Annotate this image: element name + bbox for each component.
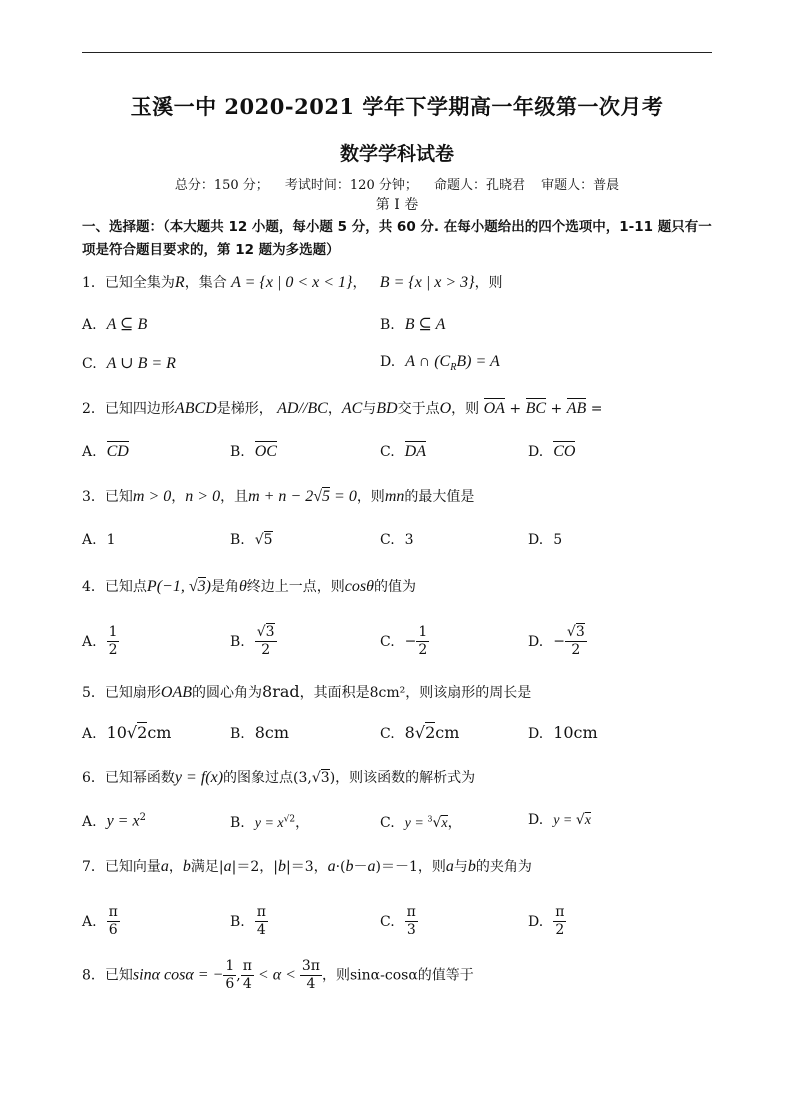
q6-math: ) [329, 770, 336, 786]
q6-math: 3 [320, 770, 330, 786]
fraction-denominator: 4 [306, 976, 316, 992]
q3-math: mn [384, 488, 405, 505]
q1-option-b[interactable] [380, 314, 445, 334]
q4-option-d[interactable] [528, 624, 587, 659]
option-label: A. [82, 633, 97, 650]
fraction-numerator: π [108, 904, 118, 920]
option-text: 10 [106, 723, 127, 742]
q2-text: + [550, 401, 563, 417]
option-label: A. [82, 726, 97, 742]
q7-option-d[interactable] [528, 904, 566, 939]
q1-set-b: B = {x | x > 3} [379, 274, 475, 291]
option-fraction [416, 624, 429, 659]
q4-math: 3 [197, 578, 206, 595]
option-text: A ⊆ B [106, 316, 148, 333]
q2-vector: OA [483, 400, 505, 417]
option-label: C. [380, 815, 395, 831]
q5-math: 8cm² [369, 685, 406, 701]
option-label: C. [380, 726, 395, 742]
q7-text: － [353, 859, 368, 875]
option-label: C. [380, 913, 395, 930]
root-index: 3 [427, 814, 433, 824]
q8-number: 8． [82, 967, 105, 984]
option-subscript: R [450, 361, 457, 373]
q3-math: n > 0 [185, 488, 221, 505]
option-text: 1 [106, 532, 116, 548]
q4-text: 终边上一点，则 [246, 579, 345, 595]
q2-option-d[interactable] [528, 443, 575, 461]
q2-vector: AB [566, 400, 587, 417]
fraction-numerator: 3 [265, 624, 275, 640]
q2-number: 2． [82, 401, 105, 417]
q7-vector: a [367, 858, 376, 875]
q3-option-b[interactable]: B. √5 [230, 532, 273, 548]
fraction-numerator: π [406, 904, 416, 920]
meta-time: 考试时间：120 分钟； [284, 178, 418, 193]
option-text: 2 [425, 723, 436, 742]
q5-number: 5． [82, 685, 105, 701]
q7-vector: a [223, 858, 232, 875]
option-text: y = x [106, 812, 140, 830]
q7-text: ·( [335, 859, 346, 875]
question-7 [82, 856, 532, 876]
q1-number: 1． [82, 275, 105, 291]
option-text: 2 [137, 723, 148, 742]
q6-option-a[interactable] [82, 812, 146, 831]
q8-text: ，则 [322, 967, 350, 984]
option-label: D. [380, 354, 396, 370]
q6-option-b[interactable] [230, 812, 309, 832]
q7-text: 与 [453, 859, 468, 875]
q5-option-a[interactable]: A. 10√2cm [82, 723, 172, 742]
option-text: 3 [404, 532, 414, 548]
q1-text: ，集合 [184, 275, 227, 291]
fraction-numerator: 1 [418, 624, 428, 640]
q3-option-a[interactable] [82, 532, 115, 548]
option-text: CD [106, 443, 129, 460]
fraction-denominator: 2 [108, 642, 118, 658]
q6-text: ，则该函数的解析式为 [335, 770, 476, 786]
question-4: 4．已知点P(−1, √3)是角θ终边上一点，则cosθ的值为 [82, 578, 416, 595]
fraction-denominator: 2 [261, 642, 271, 658]
option-label: B. [230, 913, 245, 930]
q7-vector: a [160, 858, 169, 875]
q3-text: ， [171, 489, 186, 505]
q4-math: cosθ [344, 578, 374, 595]
q2-math: AD//BC [277, 400, 328, 417]
option-label: D. [528, 812, 544, 828]
q8-fraction [223, 958, 236, 993]
question-1 [82, 272, 503, 292]
q5-math: OAB [160, 684, 193, 701]
option-label: B. [230, 532, 245, 548]
question-2 [82, 398, 602, 418]
q7-vector: a [445, 858, 454, 875]
q8-text: 的值等于 [417, 967, 474, 984]
option-text: y = x [254, 816, 284, 831]
q7-vector: b [345, 858, 354, 875]
q6-number: 6． [82, 770, 105, 786]
meta-reviewer: 审题人：普晨 [541, 178, 620, 193]
option-text: x [441, 816, 448, 831]
exam-subtitle: 数学学科试卷 [339, 143, 454, 165]
option-label: B. [230, 444, 245, 460]
q2-math: AC [341, 400, 363, 417]
option-text: B ⊆ A [404, 316, 446, 333]
option-sign: − [553, 633, 565, 650]
meta-author: 命题人：孔晓君 [434, 178, 526, 193]
option-text: CO [553, 443, 576, 460]
q8-math: < α < [253, 966, 300, 984]
option-text: y = [553, 813, 576, 828]
option-label: A. [82, 532, 97, 548]
option-fraction [107, 624, 120, 659]
q5-text: ，其面积是 [299, 685, 370, 701]
q1-text: ，则 [474, 275, 503, 291]
option-text: DA [404, 443, 426, 460]
question-8 [82, 958, 474, 993]
q7-vector: b [467, 858, 476, 875]
q4-option-a[interactable] [82, 624, 119, 659]
q8-fraction [300, 958, 322, 993]
q1-set-a: A = {x | 0 < x < 1} [231, 274, 353, 291]
q1-option-c[interactable] [82, 353, 176, 373]
fraction-denominator: 2 [418, 642, 428, 658]
q2-option-b[interactable] [230, 443, 277, 461]
option-label: D. [528, 726, 544, 742]
q6-math: (3, [293, 770, 312, 786]
exam-meta [0, 174, 794, 193]
q2-text: = [590, 401, 603, 417]
q7-option-b[interactable] [230, 904, 268, 939]
q3-math: m > 0 [132, 488, 172, 505]
q5-text: 已知扇形 [104, 685, 161, 701]
q7-text: 已知向量 [104, 859, 161, 875]
q2-text: + [509, 401, 522, 417]
fraction-numerator: π [242, 958, 252, 974]
option-label: A. [82, 813, 97, 830]
fraction-denominator: 3 [406, 922, 416, 938]
q6-text: 的图象过点 [223, 770, 294, 786]
option-text: 5 [263, 532, 273, 548]
q4-option-b[interactable] [230, 624, 277, 659]
option-label: B. [380, 317, 395, 333]
q1-option-d[interactable] [380, 353, 500, 373]
option-text: cm [147, 723, 172, 742]
q8-math: sinα-cosα [350, 967, 418, 984]
option-label: A. [82, 913, 97, 930]
q5-option-b[interactable] [230, 723, 289, 742]
q7-vector: a [327, 858, 336, 875]
q6-math: y = f(x) [174, 769, 224, 786]
option-text: 8cm [254, 723, 290, 742]
q7-text: 满足| [190, 859, 224, 875]
option-label: C. [380, 532, 395, 548]
option-text: 10cm [553, 723, 598, 742]
option-text: ， [295, 815, 310, 831]
q1-text: 已知全集为 [104, 275, 175, 291]
q5-text: 的圆心角为 [192, 685, 263, 701]
q3-math: m + n − 2 [248, 488, 314, 505]
q7-text: |＝2，| [231, 859, 278, 875]
q7-text: ， [168, 859, 183, 875]
option-text: ， [447, 815, 462, 831]
option-text: 8 [404, 723, 415, 742]
q2-text: 是梯形， [216, 401, 273, 417]
question-6: 6．已知幂函数y = f(x)的图象过点(3,√3)，则该函数的解析式为 [82, 769, 476, 786]
option-fraction [255, 904, 268, 939]
option-label: B. [230, 633, 245, 650]
q6-option-c[interactable]: C. y = $^3$√x， [380, 814, 462, 831]
option-label: C. [82, 356, 97, 372]
q4-number: 4． [82, 579, 105, 595]
q3-math: 5 [322, 488, 331, 505]
q7-number: 7． [82, 859, 105, 875]
q7-option-c[interactable] [380, 904, 418, 939]
q7-text: 的夹角为 [475, 859, 532, 875]
q1-option-a[interactable] [82, 314, 147, 334]
q3-text: ，则 [356, 489, 385, 505]
option-label: B. [230, 726, 245, 742]
q2-option-a[interactable] [82, 443, 129, 461]
q5-option-d[interactable] [528, 723, 598, 742]
option-text: x [584, 813, 591, 828]
option-text: cm [435, 723, 460, 742]
option-label: D. [528, 913, 544, 930]
fraction-numerator: 1 [108, 624, 118, 640]
option-fraction: $\frac{√3}{2}$ [256, 624, 275, 658]
option-fraction: $\frac{√3}{2}$ [566, 624, 585, 658]
fraction-denominator: 4 [256, 922, 266, 938]
q5-text: ，则该扇形的周长是 [405, 685, 532, 701]
q3-option-c[interactable] [380, 532, 414, 548]
section-1-title: 一、选择题：（本大题共 12 小题，每小题 5 分，共 60 分. 在每小题给出的四个选项中，1-11 题只有一项是符合题目要求的，第 12 题为多选题） [82, 219, 712, 258]
question-5 [82, 682, 531, 702]
fraction-numerator: π [256, 904, 266, 920]
option-text: A ∪ B = R [106, 355, 176, 372]
q2-text: ，则 [451, 401, 480, 417]
option-label: C. [380, 633, 395, 650]
q3-text: 的最大值是 [404, 489, 475, 505]
option-text: B) = A [456, 353, 500, 370]
q4-text: 已知点 [104, 579, 147, 595]
fraction-denominator: 4 [242, 976, 252, 992]
option-fraction [405, 904, 418, 939]
volume-label: 第 I 卷 [375, 197, 419, 213]
q8-fraction [241, 958, 254, 993]
q7-text: )＝－1，则 [375, 859, 446, 875]
fraction-numerator: 3 [575, 624, 585, 640]
q1-math: R [174, 274, 185, 291]
q4-text: 是角 [210, 579, 239, 595]
q2-math: O [439, 400, 452, 417]
fraction-numerator: 1 [225, 958, 235, 974]
fraction-denominator: 6 [108, 922, 118, 938]
q7-option-a[interactable] [82, 904, 120, 939]
q4-math: P(−1, [146, 578, 189, 595]
q5-math: 8rad [262, 682, 300, 701]
option-label: D. [528, 633, 544, 650]
q3-text: 已知 [104, 489, 133, 505]
option-text: OC [254, 443, 277, 460]
fraction-denominator: 2 [571, 642, 581, 658]
q5-option-c[interactable]: C. 8√2cm [380, 723, 460, 742]
q2-text: ， [327, 401, 342, 417]
option-sign: − [404, 633, 417, 650]
meta-total: 总分：150 分； [174, 178, 269, 193]
q7-vector: b [277, 858, 286, 875]
q7-text: |＝3， [285, 859, 328, 875]
option-label: A. [82, 317, 97, 333]
fraction-denominator: 2 [555, 922, 565, 938]
option-text: y = [404, 816, 428, 831]
q4-text: 的值为 [373, 579, 416, 595]
q4-option-c[interactable] [380, 624, 429, 659]
option-label: A. [82, 444, 97, 460]
q3-option-d[interactable] [528, 532, 562, 548]
q6-option-d[interactable]: D. y = √x [528, 812, 591, 828]
option-label: B. [230, 815, 245, 831]
q2-text: 与 [362, 401, 377, 417]
q8-text: 已知 [104, 967, 133, 984]
option-fraction [107, 904, 120, 939]
option-label: D. [528, 532, 544, 548]
q2-math: BD [376, 400, 398, 417]
q2-vector: BC [525, 400, 547, 417]
q1-text: ， [352, 275, 367, 291]
question-3: 3．已知m > 0，n > 0，且m + n − 2√5 = 0，则mn的最大值是 [82, 488, 475, 505]
q4-math: ) [205, 578, 211, 595]
header-rule [82, 52, 712, 53]
option-label: C. [380, 444, 395, 460]
q2-text: 交于点 [397, 401, 440, 417]
q7-vector: b [182, 858, 191, 875]
option-exponent: 2 [139, 812, 146, 823]
q2-math: ABCD [174, 400, 217, 417]
option-text: 5 [553, 532, 563, 548]
q8-math: sinα cosα = − [132, 966, 224, 984]
q3-number: 3． [82, 489, 105, 505]
option-text: A ∩ (C [405, 353, 451, 370]
fraction-numerator: 3π [301, 958, 320, 974]
q4-math: θ [238, 578, 247, 595]
option-label: D. [528, 444, 544, 460]
q2-option-c[interactable] [380, 443, 426, 461]
q8-math: , [236, 967, 241, 984]
q6-text: 已知幂函数 [104, 770, 175, 786]
exam-title: 玉溪一中 2020-2021 学年下学期高一年级第一次月考 [130, 94, 664, 119]
q3-math: = 0 [330, 488, 357, 505]
fraction-numerator: π [555, 904, 565, 920]
q2-text: 已知四边形 [104, 401, 175, 417]
fraction-denominator: 6 [225, 976, 235, 992]
option-exponent: √2 [283, 814, 296, 825]
option-fraction [553, 904, 566, 939]
q3-text: ，且 [220, 489, 249, 505]
